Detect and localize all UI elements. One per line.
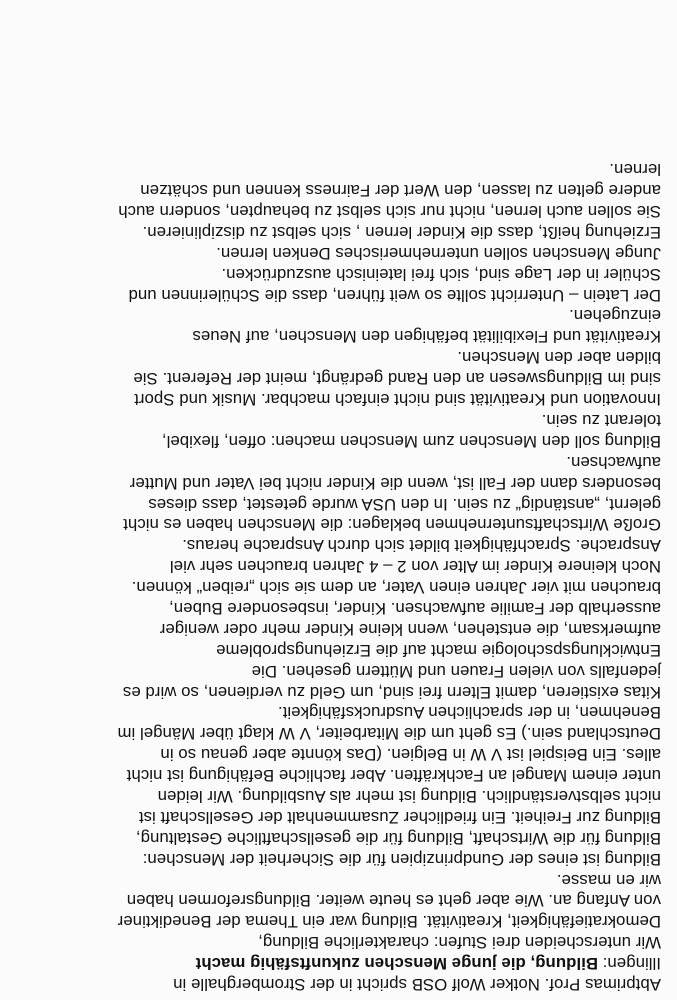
text-line: brauchen mit vier Jahren einen Vater, an dem sie sich „reiben“ können. [131, 578, 661, 598]
text-line: Noch kleinere Kinder im Alter von 2 – 4 Jahren brauchen sehr viel [169, 557, 661, 577]
text-line: tolerant zu sein. [541, 410, 661, 430]
article-title: Bildung, die junge Menschen zukunftsfähig macht [195, 954, 598, 974]
text-line: lernen. [609, 160, 661, 180]
text-line: nicht selbstverständlich. Bildung ist mehr als Ausbildung. Wir leiden [157, 786, 661, 806]
text-line: Illingen: [597, 954, 661, 974]
text-line: Der Latein – Unterricht sollte so weit führen, dass die Schülerinnen und [128, 285, 661, 305]
text-line: einzugehen. [569, 306, 661, 326]
text-line: besonders dann der Fall ist, wenn die Kinder nicht bei Vater und Mutter [129, 473, 661, 493]
text-line: Kreativität und Flexibilität befähigen den Menschen, auf Neues [192, 327, 661, 347]
text-line: Innovation und Kreativität sind nicht einfach machbar. Musik und Sport [134, 390, 661, 410]
text-line: bilden aber den Menschen. [457, 348, 661, 368]
text-line: Bildung soll den Menschen zum Menschen machen: offen, flexibel, [161, 431, 661, 451]
text-line: Deutschland sein.) Es geht um die Mitarbeiter, V W klagt über Mängel im [117, 724, 661, 744]
text-line: Abtprimas Prof. Notker Wolf OSB spricht in der Stromberghalle in [173, 975, 661, 994]
text-line: Kitas existieren, damit Eltern frei sind, um Geld zu verdienen, so wird es [122, 682, 661, 702]
text-line: aufwachsen. [566, 452, 661, 472]
text-line: Schüler in der Lage sind, sich frei lateinisch auszudrücken. [221, 264, 661, 284]
text-line: Wir unterscheiden drei Stufen: charakterliche Bildung, [258, 933, 661, 953]
text-line: Benehmen, in der sprachlichen Ausdrucksfähigkeit. [277, 703, 661, 723]
text-line: sind im Bildungswesen an den Rand gedrängt, meint der Referent. Sie [133, 369, 661, 389]
text-line: wir en masse. [556, 870, 661, 890]
text-line: Bildung ist eines der Gundprinzipien für die Sicherheit der Menschen: [142, 849, 661, 869]
text-line: Ansprache. Sprachfähigkeit bildet sich durch Ansprache heraus. [182, 536, 661, 556]
text-line: Erziehung heißt, dass die Kinder lernen , sich selbst zu disziplinieren. [142, 222, 661, 242]
text-line: alles. Ein Beispiel ist V W in Belgien. (Das könnte aber genau so in [160, 745, 661, 765]
text-line: gelernt, „anständig“ zu sein. In den USA wurde getestet, dass dieses [148, 494, 661, 514]
text-line: Bildung für die Wirtschaft, Bildung für die gesellschaftliche Gestaltung, [135, 828, 661, 848]
text-line: Große Wirtschaftsunternehmen beklagen: die Menschen haben es nicht [123, 515, 661, 535]
text-line: Demokratiefähigkeit, Kreativität. Bildung war ein Thema der Benediktiner [117, 912, 661, 932]
text-line-with-title [11, 952, 661, 973]
text-line: Junge Menschen sollen unternehmerisches Denken lernen. [216, 243, 661, 263]
text-line: Entwicklungspschologie macht auf die Erziehungsprobleme [216, 640, 661, 660]
text-line: von Anfang an. Wie aber geht es heute weiter. Bildungsreformen haben [126, 891, 661, 911]
text-line: Sie sollen auch lernen, nicht nur sich selbst zu behaupten, sondern auch [118, 202, 661, 222]
text-line: andere gelten zu lassen, den Wert der Fairness kennen und schätzen [140, 181, 661, 201]
text-line: aufmerksam, die entstehen, wenn kleine Kinder mehr oder weniger [159, 619, 661, 639]
text-line: ausserhalb der Familie aufwachsen. Kinder, insbesondere Buben, [169, 598, 661, 618]
text-line: Bildung zur Freiheit. Ein friedlicher Zusammenhalt der Gesellschaft ist [138, 807, 661, 827]
text-line: unter einem Mangel an Fachkräften. Aber fachliche Befähigung ist nicht [126, 766, 661, 786]
article-text [11, 158, 661, 994]
text-line: jedenfalls von vielen Frauen und Müttern gesehen. Die [251, 661, 661, 681]
